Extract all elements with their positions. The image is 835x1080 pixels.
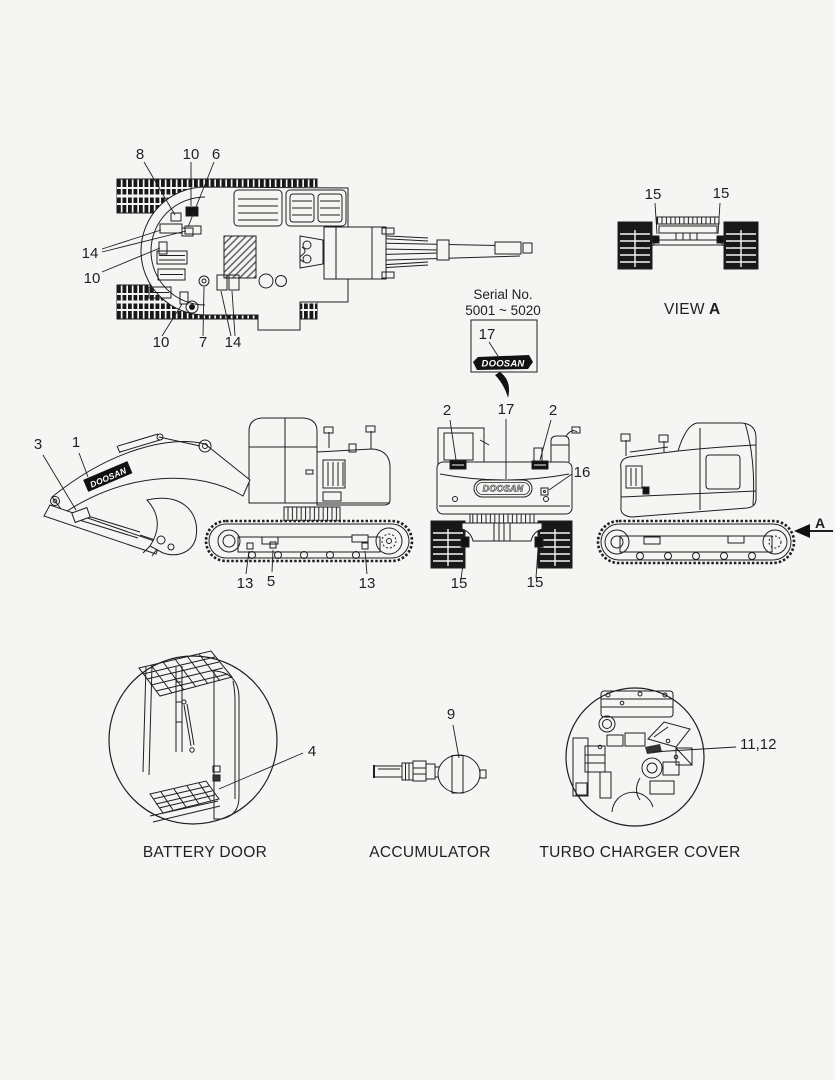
figure-rear-view — [431, 401, 590, 592]
callout-15-view-a-left: 15 — [644, 186, 662, 203]
figure-right-side-view — [598, 423, 833, 563]
view-a-arrow — [794, 515, 833, 538]
serial-no-title: Serial No. — [473, 287, 533, 302]
callout-9: 9 — [446, 706, 456, 723]
callout-15-rear-right: 15 — [526, 574, 544, 591]
callout-5: 5 — [266, 573, 276, 590]
doosan-logo-icon — [473, 355, 533, 370]
side-view-cab-body — [249, 418, 390, 521]
callout-4: 4 — [307, 743, 317, 760]
turbo-cover-caption: TURBO CHARGER COVER — [539, 844, 741, 861]
callout-7: 7 — [198, 334, 208, 351]
right-view-body — [621, 423, 756, 517]
callout-3: 3 — [33, 436, 43, 453]
accumulator-linework — [374, 755, 486, 793]
callout-11-12: 11,12 — [740, 736, 777, 753]
view-a-caption: VIEW — [664, 301, 705, 318]
callout-2-right: 2 — [548, 402, 558, 419]
arrow-a-label: A — [814, 515, 826, 531]
side-view-undercarriage — [206, 521, 412, 561]
rear-view-track-left — [431, 521, 465, 568]
callout-14-bottom: 14 — [224, 334, 242, 351]
detail-battery-door — [109, 651, 316, 861]
callout-15-view-a-right: 15 — [712, 185, 730, 202]
callout-10-left: 10 — [83, 270, 101, 287]
battery-door-caption: BATTERY DOOR — [142, 844, 268, 861]
rear-view-counterweight — [437, 461, 572, 514]
rear-doosan-logo-text: DOOSAN — [482, 483, 524, 494]
callout-6: 6 — [211, 146, 221, 163]
callout-15-rear-left: 15 — [450, 575, 468, 592]
callout-8: 8 — [135, 146, 145, 163]
figure-view-a — [618, 185, 758, 318]
callout-1: 1 — [71, 434, 81, 451]
doosan-logo-text: DOOSAN — [481, 358, 525, 370]
view-a-caption-letter: A — [709, 301, 721, 318]
boom-doosan-logo-text: DOOSAN — [88, 465, 128, 490]
right-view-undercarriage — [598, 521, 794, 563]
detail-circle — [566, 688, 704, 826]
callout-13-left: 13 — [236, 575, 254, 592]
view-a-track-right — [724, 222, 758, 269]
callout-2-left: 2 — [442, 402, 452, 419]
callout-17-label: 17 — [478, 326, 496, 343]
figure-side-view — [34, 418, 412, 592]
serial-no-range: 5001 ~ 5020 — [465, 303, 541, 318]
detail-accumulator — [369, 706, 491, 861]
leader-line — [453, 725, 459, 758]
rear-doosan-logo-icon — [474, 480, 532, 497]
pointer-tail — [495, 372, 509, 398]
view-a-track-left — [618, 222, 652, 269]
callout-10-top: 10 — [182, 146, 200, 163]
callout-17: 17 — [497, 401, 515, 418]
detail-turbo-charger-cover — [539, 688, 776, 861]
figure-top-view — [82, 146, 532, 351]
callout-16: 16 — [573, 464, 591, 481]
callout-10-bottom: 10 — [152, 334, 170, 351]
serial-no-label-block — [465, 287, 540, 398]
callout-14-left: 14 — [81, 245, 99, 262]
rear-view-undercarriage — [461, 514, 543, 547]
accumulator-caption: ACCUMULATOR — [369, 844, 491, 861]
rear-view-cab-frame — [438, 427, 580, 465]
callout-13-right: 13 — [358, 575, 376, 592]
top-view-boom-attachment — [300, 227, 532, 279]
